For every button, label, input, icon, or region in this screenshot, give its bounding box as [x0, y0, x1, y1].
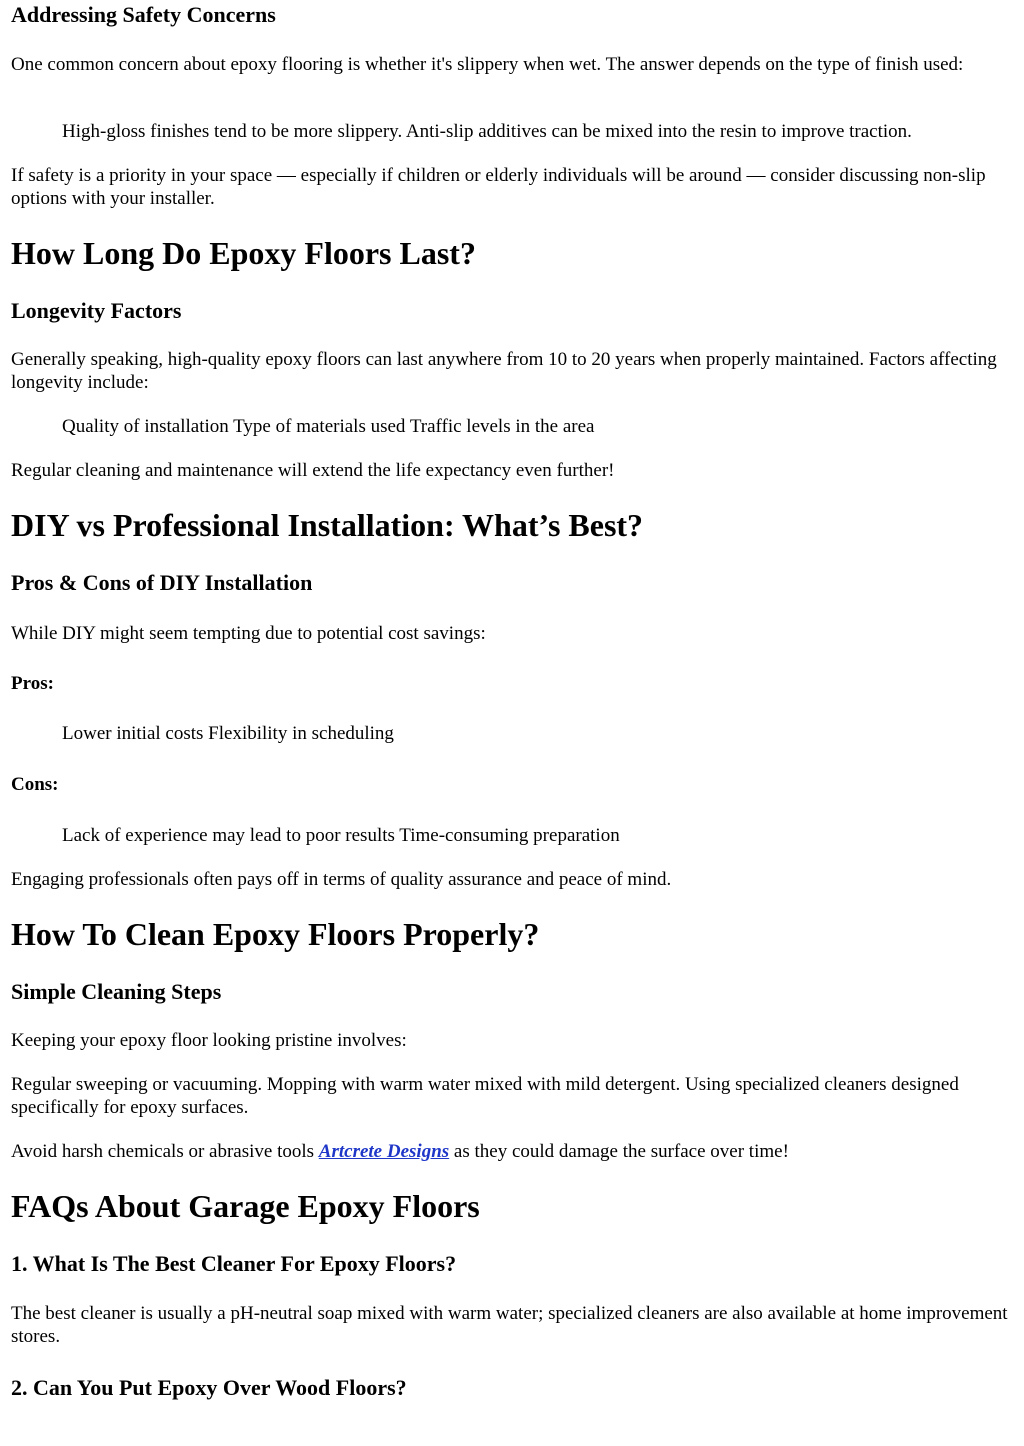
- paragraph-diy-intro: While DIY might seem tempting due to potential cost savings:: [11, 623, 486, 644]
- list-safety-finishes: High-gloss finishes tend to be more slippery. Anti-slip additives can be mixed into the resin to improve traction.: [62, 121, 912, 142]
- section-heading-cleaning: How To Clean Epoxy Floors Properly?: [11, 916, 540, 952]
- warning-text-after: as they could damage the surface over time!: [449, 1141, 789, 1162]
- paragraph-safety-intro: One common concern about epoxy flooring is whether it's slippery when wet. The answer depends on the type of finish used:: [11, 54, 964, 75]
- paragraph-cleaning-intro: Keeping your epoxy floor looking pristine involves:: [11, 1030, 407, 1051]
- list-longevity-factors: Quality of installation Type of materials used Traffic levels in the area: [62, 416, 595, 437]
- paragraph-longevity-intro: Generally speaking, high-quality epoxy floors can last anywhere from 10 to 20 years when properly maintained. Factors affecting longevity include:: [11, 349, 997, 393]
- warning-text-before: Avoid harsh chemicals or abrasive tools: [11, 1141, 319, 1162]
- section-heading-longevity: How Long Do Epoxy Floors Last?: [11, 235, 476, 271]
- label-cons: Cons:: [11, 774, 59, 795]
- faq-answer-1: The best cleaner is usually a pH-neutral soap mixed with warm water; specialized cleaners are also available at home improvement stores.: [11, 1303, 1008, 1347]
- subheading-cleaning-steps: Simple Cleaning Steps: [11, 979, 222, 1004]
- section-heading-safety: Addressing Safety Concerns: [11, 2, 276, 27]
- list-cons: Lack of experience may lead to poor results Time-consuming preparation: [62, 825, 620, 846]
- label-pros: Pros:: [11, 673, 54, 694]
- subheading-diy-pros-cons: Pros & Cons of DIY Installation: [11, 570, 313, 595]
- paragraph-safety-outro: If safety is a priority in your space — especially if children or elderly individuals will be around — consider discussing non-slip options with your installer.: [11, 165, 986, 209]
- paragraph-longevity-outro: Regular cleaning and maintenance will extend the life expectancy even further!: [11, 460, 615, 481]
- subheading-longevity-factors: Longevity Factors: [11, 298, 182, 323]
- list-pros: Lower initial costs Flexibility in scheduling: [62, 723, 394, 744]
- paragraph-diy-outro: Engaging professionals often pays off in terms of quality assurance and peace of mind.: [11, 869, 672, 890]
- faq-question-1: 1. What Is The Best Cleaner For Epoxy Floors?: [11, 1251, 457, 1276]
- section-heading-faqs: FAQs About Garage Epoxy Floors: [11, 1188, 480, 1224]
- section-heading-diy: DIY vs Professional Installation: What’s Best?: [11, 507, 644, 543]
- paragraph-cleaning-steps: Regular sweeping or vacuuming. Mopping with warm water mixed with mild detergent. Using specialized cleaners designed specifically for epoxy surfaces.: [11, 1074, 959, 1118]
- paragraph-cleaning-warning: [11, 1140, 1011, 1163]
- artcrete-designs-link[interactable]: Artcrete Designs: [318, 1141, 450, 1162]
- faq-question-2: 2. Can You Put Epoxy Over Wood Floors?: [11, 1375, 407, 1400]
